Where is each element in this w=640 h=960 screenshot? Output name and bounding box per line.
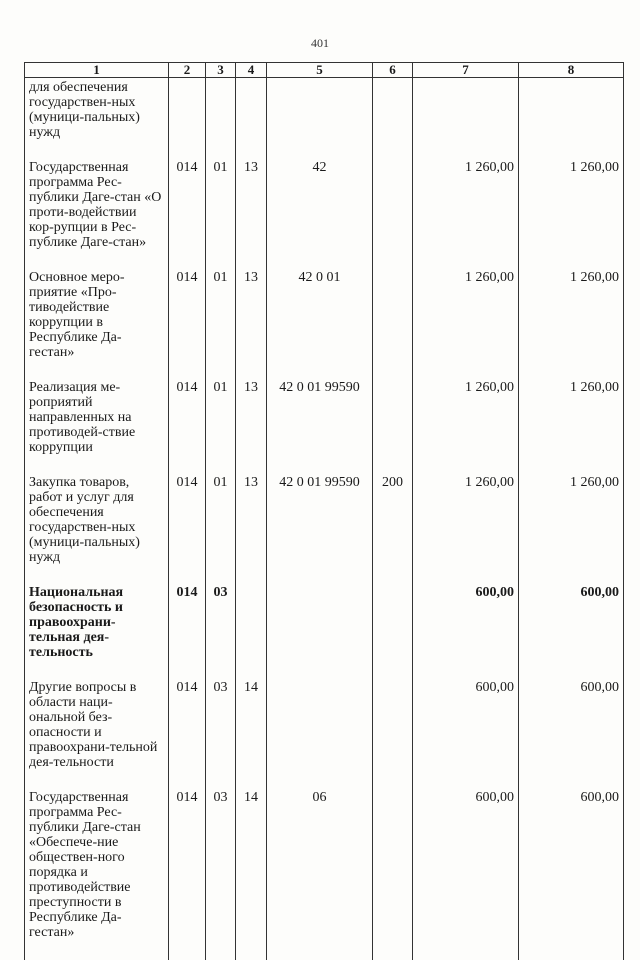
row-target-item: [267, 680, 373, 790]
row-name: Государственная программа Рес-публики Даге-стан «О проти-водействии кор-рупции в Рес-публике Даге-стан»: [25, 160, 169, 270]
row-target-item: 42 0 01 99590: [267, 475, 373, 585]
row-ministry-code: 014: [169, 270, 206, 380]
row-section: 03: [206, 790, 236, 960]
table-row: [25, 380, 624, 475]
row-subsection: 13: [236, 380, 267, 475]
row-ministry-code: 014: [169, 680, 206, 790]
row-amount-1: 1 260,00: [413, 160, 519, 270]
row-ministry-code: 014: [169, 160, 206, 270]
row-amount-2: 600,00: [519, 585, 624, 680]
row-subsection: [236, 585, 267, 680]
row-amount-1: 1 260,00: [413, 475, 519, 585]
row-expense-type: [373, 790, 413, 960]
row-target-item: 42: [267, 160, 373, 270]
header-col-5: 5: [267, 63, 373, 78]
row-expense-type: [373, 160, 413, 270]
row-name: Государственная программа Рес-публики Даге-стан «Обеспече-ние обществен-ного порядка и противодействие преступности в Республике Да-гестан»: [25, 790, 169, 960]
row-expense-type: [373, 380, 413, 475]
row-subsection: 14: [236, 680, 267, 790]
row-section: 01: [206, 160, 236, 270]
row-ministry-code: 014: [169, 475, 206, 585]
row-amount-1: [413, 78, 519, 161]
row-ministry-code: [169, 78, 206, 161]
header-col-1: 1: [25, 63, 169, 78]
row-ministry-code: 014: [169, 380, 206, 475]
table-row: [25, 475, 624, 585]
row-expense-type: [373, 270, 413, 380]
row-ministry-code: 014: [169, 585, 206, 680]
row-section: 01: [206, 270, 236, 380]
row-subsection: 13: [236, 270, 267, 380]
row-section: 03: [206, 680, 236, 790]
row-subsection: [236, 78, 267, 161]
row-name: Закупка товаров, работ и услуг для обеспечения государствен-ных (муници-пальных) нужд: [25, 475, 169, 585]
row-amount-2: [519, 78, 624, 161]
row-amount-1: 600,00: [413, 790, 519, 960]
row-section: 03: [206, 585, 236, 680]
row-name: Национальная безопасность и правоохрани-тельная дея-тельность: [25, 585, 169, 680]
row-amount-2: 600,00: [519, 680, 624, 790]
row-expense-type: 200: [373, 475, 413, 585]
header-col-3: 3: [206, 63, 236, 78]
row-section: [206, 78, 236, 161]
row-amount-1: 1 260,00: [413, 380, 519, 475]
row-name: Реализация ме-роприятий направленных на противодей-ствие коррупции: [25, 380, 169, 475]
row-target-item: 42 0 01: [267, 270, 373, 380]
row-amount-1: 1 260,00: [413, 270, 519, 380]
row-target-item: 42 0 01 99590: [267, 380, 373, 475]
row-name: Другие вопросы в области наци-ональной без-опасности и правоохрани-тельной дея-тельности: [25, 680, 169, 790]
budget-table: [24, 62, 624, 960]
row-target-item: [267, 585, 373, 680]
row-subsection: 13: [236, 475, 267, 585]
row-name: для обеспечения государствен-ных (муници-пальных) нужд: [25, 78, 169, 161]
row-subsection: 14: [236, 790, 267, 960]
header-col-4: 4: [236, 63, 267, 78]
row-amount-2: 1 260,00: [519, 380, 624, 475]
header-col-2: 2: [169, 63, 206, 78]
row-section: 01: [206, 475, 236, 585]
row-amount-2: 1 260,00: [519, 270, 624, 380]
row-expense-type: [373, 585, 413, 680]
row-amount-2: 600,00: [519, 790, 624, 960]
table-row: [25, 680, 624, 790]
row-expense-type: [373, 680, 413, 790]
header-col-8: 8: [519, 63, 624, 78]
header-col-6: 6: [373, 63, 413, 78]
row-name: Основное меро-приятие «Про-тиводействие коррупции в Республике Да-гестан»: [25, 270, 169, 380]
page-number: 401: [311, 36, 329, 50]
table-row: [25, 78, 624, 161]
table-row: [25, 790, 624, 960]
row-amount-2: 1 260,00: [519, 475, 624, 585]
row-ministry-code: 014: [169, 790, 206, 960]
row-amount-1: 600,00: [413, 680, 519, 790]
row-amount-1: 600,00: [413, 585, 519, 680]
row-expense-type: [373, 78, 413, 161]
row-amount-2: 1 260,00: [519, 160, 624, 270]
header-col-7: 7: [413, 63, 519, 78]
table-row-section: [25, 585, 624, 680]
table-row: [25, 270, 624, 380]
row-target-item: [267, 78, 373, 161]
row-subsection: 13: [236, 160, 267, 270]
header-row: [25, 63, 624, 78]
row-target-item: 06: [267, 790, 373, 960]
row-section: 01: [206, 380, 236, 475]
table-row: [25, 160, 624, 270]
